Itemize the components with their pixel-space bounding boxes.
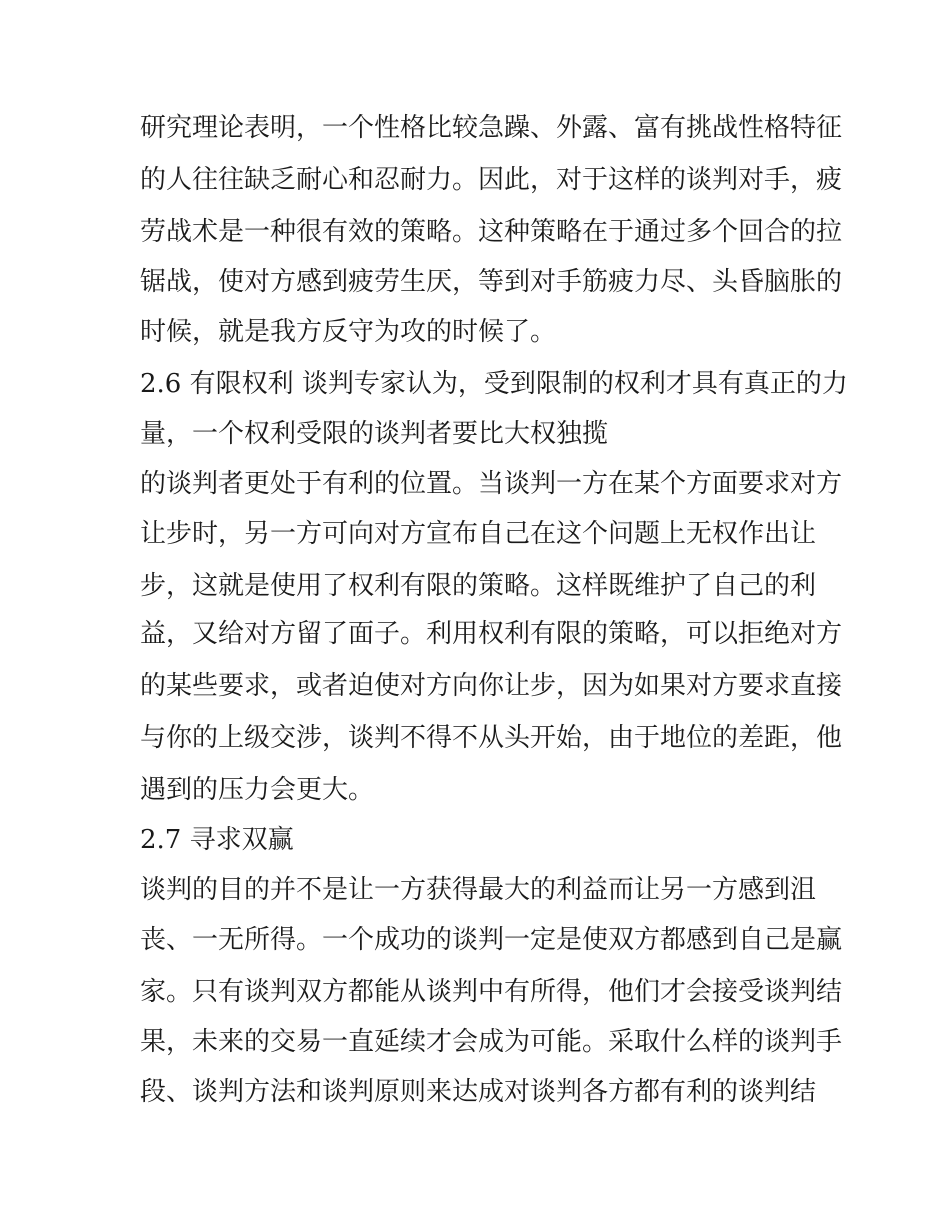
text-line: 的谈判者更处于有利的位置。当谈判一方在某个方面要求对方: [140, 469, 843, 499]
section-heading-2-6: 2.6 有限权利 谈判专家认为，受到限制的权利才具有真正的力: [140, 369, 848, 399]
text-line: 果，未来的交易一直延续才会成为可能。采取什么样的谈判手: [140, 1027, 843, 1057]
text-line: 家。只有谈判双方都能从谈判中有所得，他们才会接受谈判结: [140, 977, 843, 1007]
text-line: 遇到的压力会更大。: [140, 775, 375, 805]
text-line: 步，这就是使用了权利有限的策略。这样既维护了自己的利: [140, 571, 817, 601]
text-line: 益，又给对方留了面子。利用权利有限的策略，可以拒绝对方: [140, 619, 843, 649]
text-line: 段、谈判方法和谈判原则来达成对谈判各方都有利的谈判结: [140, 1077, 817, 1107]
text-line: 丧、一无所得。一个成功的谈判一定是使双方都感到自己是赢: [140, 925, 843, 955]
text-line: 的某些要求，或者迫使对方向你让步，因为如果对方要求直接: [140, 671, 843, 701]
section-heading-2-7: 2.7 寻求双赢: [140, 825, 294, 855]
text-line: 劳战术是一种很有效的策略。这种策略在于通过多个回合的拉: [140, 217, 843, 247]
text-line: 时候，就是我方反守为攻的时候了。: [140, 317, 557, 347]
text-line: 锯战，使对方感到疲劳生厌，等到对手筋疲力尽、头昏脑胀的: [140, 267, 843, 297]
text-line: 的人往往缺乏耐心和忍耐力。因此，对于这样的谈判对手，疲: [140, 165, 843, 195]
text-line: 研究理论表明，一个性格比较急躁、外露、富有挑战性格特征: [140, 113, 843, 143]
text-line: 量，一个权利受限的谈判者要比大权独揽: [140, 419, 609, 449]
text-line: 与你的上级交涉，谈判不得不从头开始，由于地位的差距，他: [140, 723, 843, 753]
text-line: 让步时，另一方可向对方宣布自己在这个问题上无权作出让: [140, 519, 817, 549]
text-line: 谈判的目的并不是让一方获得最大的利益而让另一方感到沮: [140, 875, 817, 905]
